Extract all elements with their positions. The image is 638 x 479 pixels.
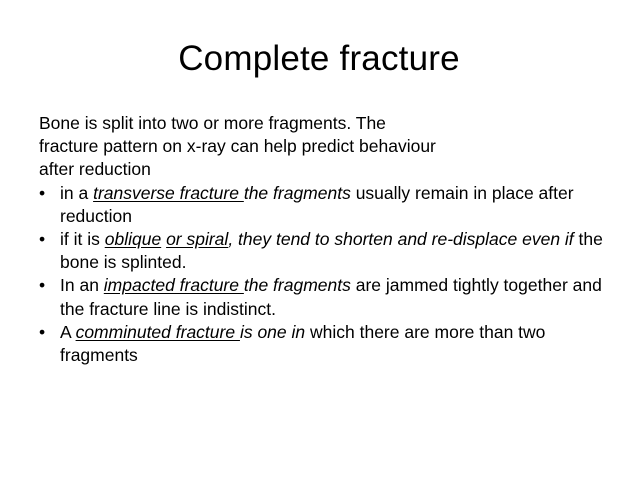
bullet-text-segment: oblique [104, 229, 162, 250]
intro-paragraph [39, 112, 607, 182]
bullet-item [39, 228, 607, 274]
bullet-item [39, 321, 607, 367]
bullet-text-segment: A [60, 321, 76, 342]
bullet-text-segment: impacted fracture [103, 275, 244, 296]
bullet-dot-icon: • [39, 182, 46, 203]
slide-title: Complete fracture [178, 39, 460, 78]
bullet-text-segment: which there are more than two fragments [60, 321, 546, 366]
bullet-text-segment: if it is [60, 229, 105, 250]
bullet-dot-icon: • [39, 229, 46, 250]
intro-line-1: Bone is split into two or more fragments. The [39, 113, 386, 133]
bullet-item [39, 274, 607, 320]
bullet-text-segment: , they tend to shorten and re-displace even if [228, 229, 574, 250]
bullet-text-segment: is one in [239, 321, 306, 342]
bullet-text-segment: are jammed tightly together and the fracture line is indistinct. [60, 275, 602, 319]
intro-line-3: after reduction [39, 159, 151, 180]
slide-body [39, 112, 607, 367]
bullet-list [39, 182, 607, 368]
bullet-text-segment: In an [60, 275, 104, 296]
bullet-text-segment: usually remain in place after reduction [60, 182, 574, 226]
bullet-dot-icon: • [39, 275, 46, 296]
bullet-text-segment: the fragments [243, 182, 351, 203]
bullet-item [39, 182, 607, 228]
bullet-text-segment: transverse fracture [93, 182, 244, 203]
bullet-text-segment: comminuted fracture [75, 321, 240, 342]
bullet-text-segment: in a [60, 182, 94, 203]
bullet-text-segment: or spiral [166, 229, 229, 250]
bullet-text-segment: the fragments [243, 275, 351, 296]
bullet-dot-icon: • [39, 321, 46, 342]
intro-line-2: fracture pattern on x-ray can help predict behaviour [39, 136, 436, 157]
bullet-text-segment: the bone is splinted. [60, 229, 603, 273]
